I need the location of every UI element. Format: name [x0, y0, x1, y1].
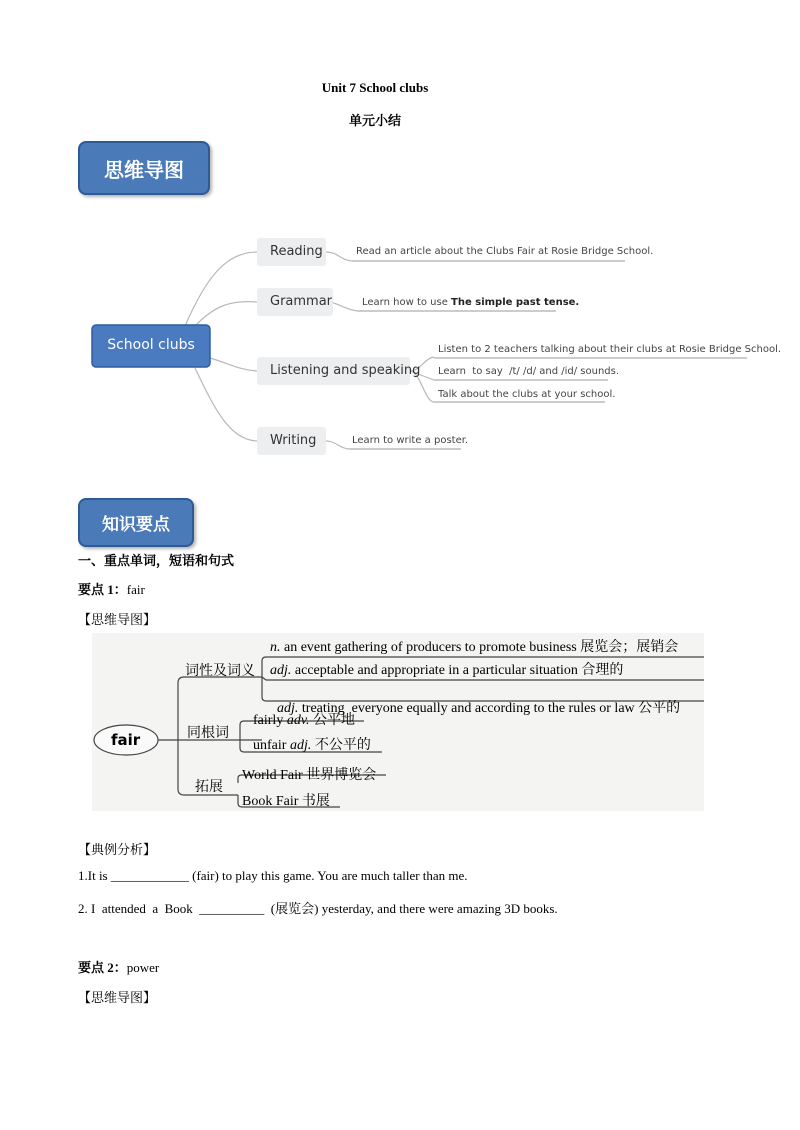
point-1-word: fair — [126, 582, 145, 597]
leaf-grammar-prefix: Learn how to use — [362, 297, 452, 308]
group-extension: 拓展 — [195, 780, 223, 795]
key-points-banner — [78, 498, 194, 547]
leaf-grammar-bold: The simple past tense. — [451, 297, 580, 308]
ext-book-fair: Book Fair 书展 — [242, 794, 330, 809]
leaf-grammar — [362, 297, 579, 308]
example-label: 【典例分析】 — [78, 842, 157, 857]
point-1-label: 要点 1： — [78, 582, 127, 597]
mind-map-banner-label: 思维导图 — [104, 157, 184, 182]
example-1: 1.It is ____________ (fair) to play this game. You are much taller than me. — [78, 868, 468, 883]
branch-writing: Writing — [270, 433, 317, 448]
root-unfair — [253, 734, 371, 754]
ext-world-fair: World Fair 世界博览会 — [242, 768, 377, 783]
leaf-reading: Read an article about the Clubs Fair at Rosie Bridge School. — [356, 246, 654, 257]
meaning-noun-text: an event gathering of producers to promote business 展览会；展销会 — [280, 640, 679, 655]
branch-grammar: Grammar — [270, 294, 333, 309]
leaf-listening-3: Talk about the clubs at your school. — [438, 389, 616, 400]
root-unfair-word: unfair — [253, 738, 290, 753]
leaf-listening-1: Listen to 2 teachers talking about their clubs at Rosie Bridge School. — [438, 344, 782, 355]
leaf-listening-2: Learn to say /t/ /d/ and /id/ sounds. — [438, 366, 620, 377]
fair-center: fair — [111, 731, 141, 749]
leaf-writing: Learn to write a poster. — [352, 435, 469, 446]
group-root-words: 同根词 — [187, 726, 229, 741]
example-2: 2. I attended a Book __________ (展览会) yesterday, and there were amazing 3D books. — [78, 901, 558, 916]
group-pos-meaning: 词性及词义 — [185, 664, 255, 679]
center-node-label: School clubs — [107, 337, 195, 353]
page-title: Unit 7 School clubs — [321, 80, 429, 95]
branch-reading: Reading — [270, 244, 323, 259]
page-subtitle: 单元小结 — [348, 113, 401, 128]
root-fairly-pos: adv. — [286, 713, 310, 728]
root-fairly — [253, 709, 355, 729]
root-fairly-word: fairly — [253, 713, 287, 728]
meaning-adj-1-pos: adj. — [270, 663, 292, 678]
section-heading: 一、重点单词，短语和句式 — [78, 553, 235, 568]
point-2-word: power — [126, 960, 160, 975]
root-fairly-text: 公平地 — [309, 713, 356, 728]
meaning-adj-2-text: treating everyone equally and according to the rules or law 公平的 — [298, 701, 681, 716]
meaning-adj-2-pos: adj. — [277, 701, 299, 716]
meaning-noun-pos: n. — [270, 640, 281, 655]
meaning-noun — [270, 636, 678, 656]
meaning-adj-1 — [270, 659, 623, 679]
mind-map-label: 【思维导图】 — [78, 612, 157, 627]
mind-map-label-2: 【思维导图】 — [78, 990, 157, 1005]
meaning-adj-1-text: acceptable and appropriate in a particular situation 合理的 — [291, 663, 624, 678]
point-2-label: 要点 2： — [78, 960, 127, 975]
branch-listening: Listening and speaking — [270, 363, 421, 378]
school-clubs-mind-map — [0, 0, 800, 480]
point-1 — [78, 579, 145, 598]
key-points-banner-label: 知识要点 — [102, 515, 170, 535]
point-2 — [78, 957, 159, 976]
root-unfair-pos: adj. — [289, 738, 312, 753]
root-unfair-text: 不公平的 — [311, 738, 371, 753]
